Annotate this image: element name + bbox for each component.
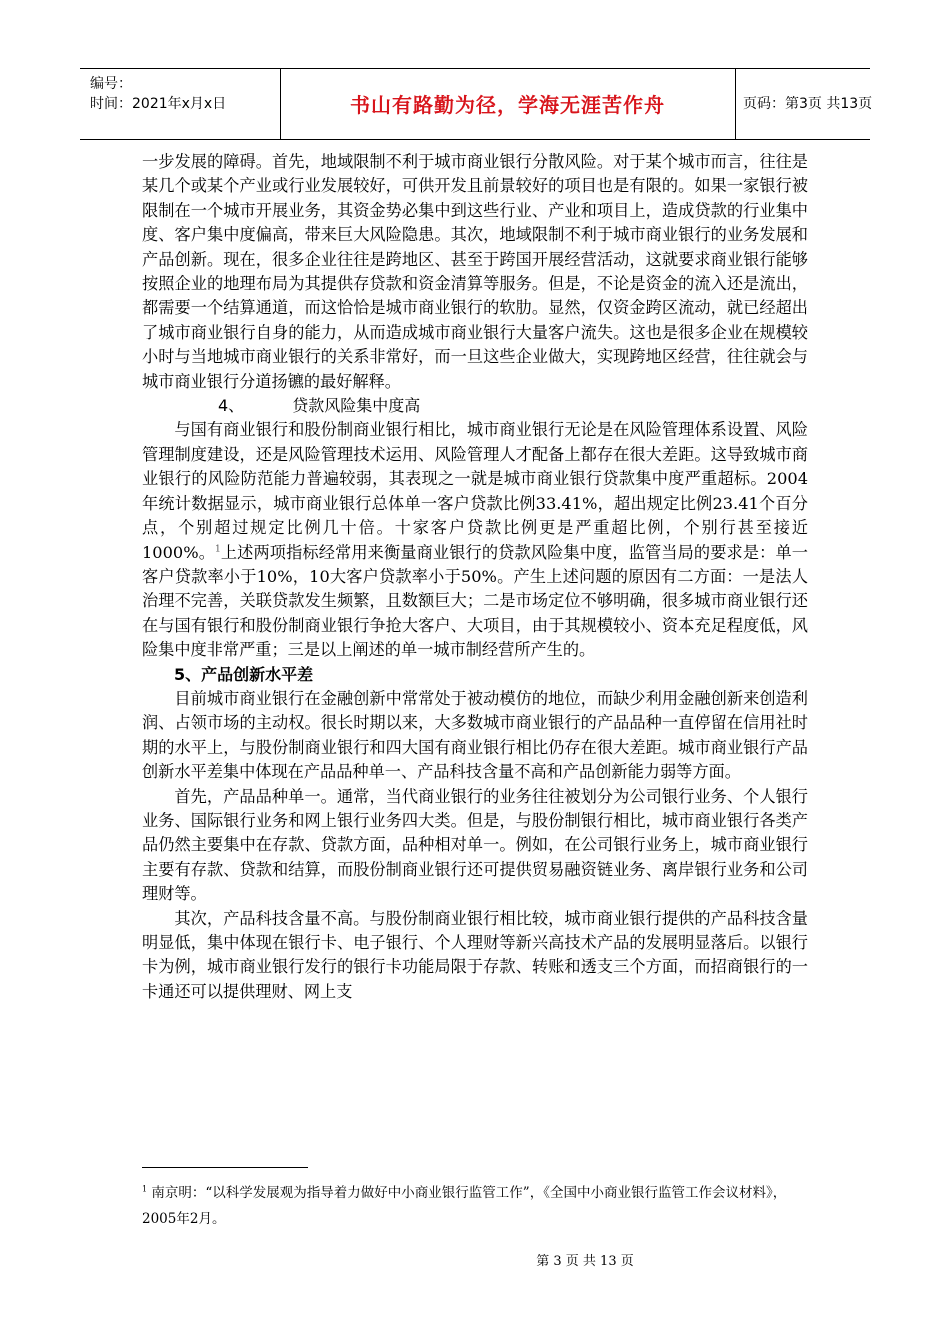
- section-heading-4: [142, 394, 808, 418]
- footnote-mark: 1: [142, 1184, 148, 1194]
- section-heading-5: 5、产品创新水平差: [174, 664, 314, 684]
- paragraph-2-part-a: 与国有商业银行和股份制商业银行相比，城市商业银行无论是在风险管理体系设置、风险管理制度建设，还是风险管理技术运用、风险管理人才配备上都存在很大差距。这导致城市商业银行的风险防范能力普遍较弱，其表现之一就是城市商业银行贷款集中度严重超标。2004年统计数据显示，城市商业银行总体单一客户贷款比例33.41%，超出规定比例23.41个百分点，个别超过规定比例几十倍。十家客户贷款比例更是严重超比例，个别行甚至接近1000%。: [142, 420, 808, 562]
- document-number-label: 编号：: [90, 76, 132, 92]
- header-page-cell: [735, 69, 873, 139]
- section-heading-4-number: 4、: [218, 396, 245, 416]
- footnote-reference[interactable]: 1: [215, 544, 221, 555]
- page-header: [80, 68, 873, 140]
- document-time-label: 时间：2021年x月x日: [90, 96, 227, 112]
- header-motto-cell: [280, 69, 736, 139]
- footnote-divider: [142, 1167, 308, 1168]
- paragraph-2-part-b: 上述两项指标经常用来衡量商业银行的贷款风险集中度，监管当局的要求是：单一客户贷款率小于10%，10大客户贷款率小于50%。产生上述问题的原因有二方面：一是法人治理不完善，关联贷款发生频繁，且数额巨大；二是市场定位不够明确，很多城市商业银行还在与国有银行和股份制商业银行争抢大客户、大项目，由于其规模较小、资本充足程度低，风险集中度非常严重；三是以上阐述的单一城市制经营所产生的。: [142, 542, 808, 660]
- page-number: 第 3 页 共 13 页: [536, 1254, 634, 1269]
- paragraph-4: 首先，产品品种单一。通常，当代商业银行的业务往往被划分为公司银行业务、个人银行业务、国际银行业务和网上银行业务四大类。但是，与股份制银行相比，城市商业银行各类产品仍然主要集中在存款、贷款方面，品种相对单一。例如，在公司银行业务上，城市商业银行主要有存款、贷款和结算，而股份制商业银行还可提供贸易融资链业务、离岸银行业务和公司理财等。: [142, 786, 808, 904]
- header-page-info: 页码：第3页 共13页: [743, 96, 873, 112]
- section-heading-4-title: 贷款风险集中度高: [292, 396, 421, 416]
- header-motto: 书山有路勤为径，学海无涯苦作舟: [350, 93, 665, 117]
- footnote-text: 南京明：“以科学发展观为指导着力做好中小商业银行监管工作”，《全国中小商业银行监管工作会议材料》，2005年2月。: [142, 1185, 787, 1227]
- paragraph-2: [142, 418, 808, 662]
- paragraph-5: 其次，产品科技含量不高。与股份制商业银行相比较，城市商业银行提供的产品科技含量明显低，集中体现在银行卡、电子银行、个人理财等新兴高技术产品的发展明显落后。以银行卡为例，城市商业银行发行的银行卡功能局限于存款、转账和透支三个方面，而招商银行的一卡通还可以提供理财、网上支: [142, 908, 808, 1001]
- paragraph-1: 一步发展的障碍。首先，地域限制不利于城市商业银行分散风险。对于某个城市而言，往往是某几个或某个产业或行业发展较好，可供开发且前景较好的项目也是有限的。如果一家银行被限制在一个城市开展业务，其资金势必集中到这些行业、产业和项目上，造成贷款的行业集中度、客户集中度偏高，带来巨大风险隐患。其次，地域限制不利于城市商业银行的业务发展和产品创新。现在，很多企业往往是跨地区、甚至于跨国开展经营活动，这就要求商业银行能够按照企业的地理布局为其提供存贷款和资金清算等服务。但是，不论是资金的流入还是流出，都需要一个结算通道，而这恰恰是城市商业银行的软肋。显然，仅资金跨区流动，就已经超出了城市商业银行自身的能力，从而造成城市商业银行大量客户流失。这也是很多企业在规模较小时与当地城市商业银行的关系非常好，而一旦这些企业做大，实现跨地区经营，往往就会与城市商业银行分道扬镳的最好解释。: [142, 152, 808, 391]
- paragraph-3: 目前城市商业银行在金融创新中常常处于被动模仿的地位，而缺少利用金融创新来创造利润、占领市场的主动权。很长时期以来，大多数城市商业银行的产品品种一直停留在信用社时期的水平上，与股份制商业银行和四大国有商业银行相比仍存在很大差距。城市商业银行产品创新水平差集中体现在产品品种单一、产品科技含量不高和产品创新能力弱等方面。: [142, 688, 808, 782]
- footnote: [142, 1180, 808, 1232]
- document-body: [142, 150, 808, 1004]
- header-meta-cell: [80, 69, 281, 139]
